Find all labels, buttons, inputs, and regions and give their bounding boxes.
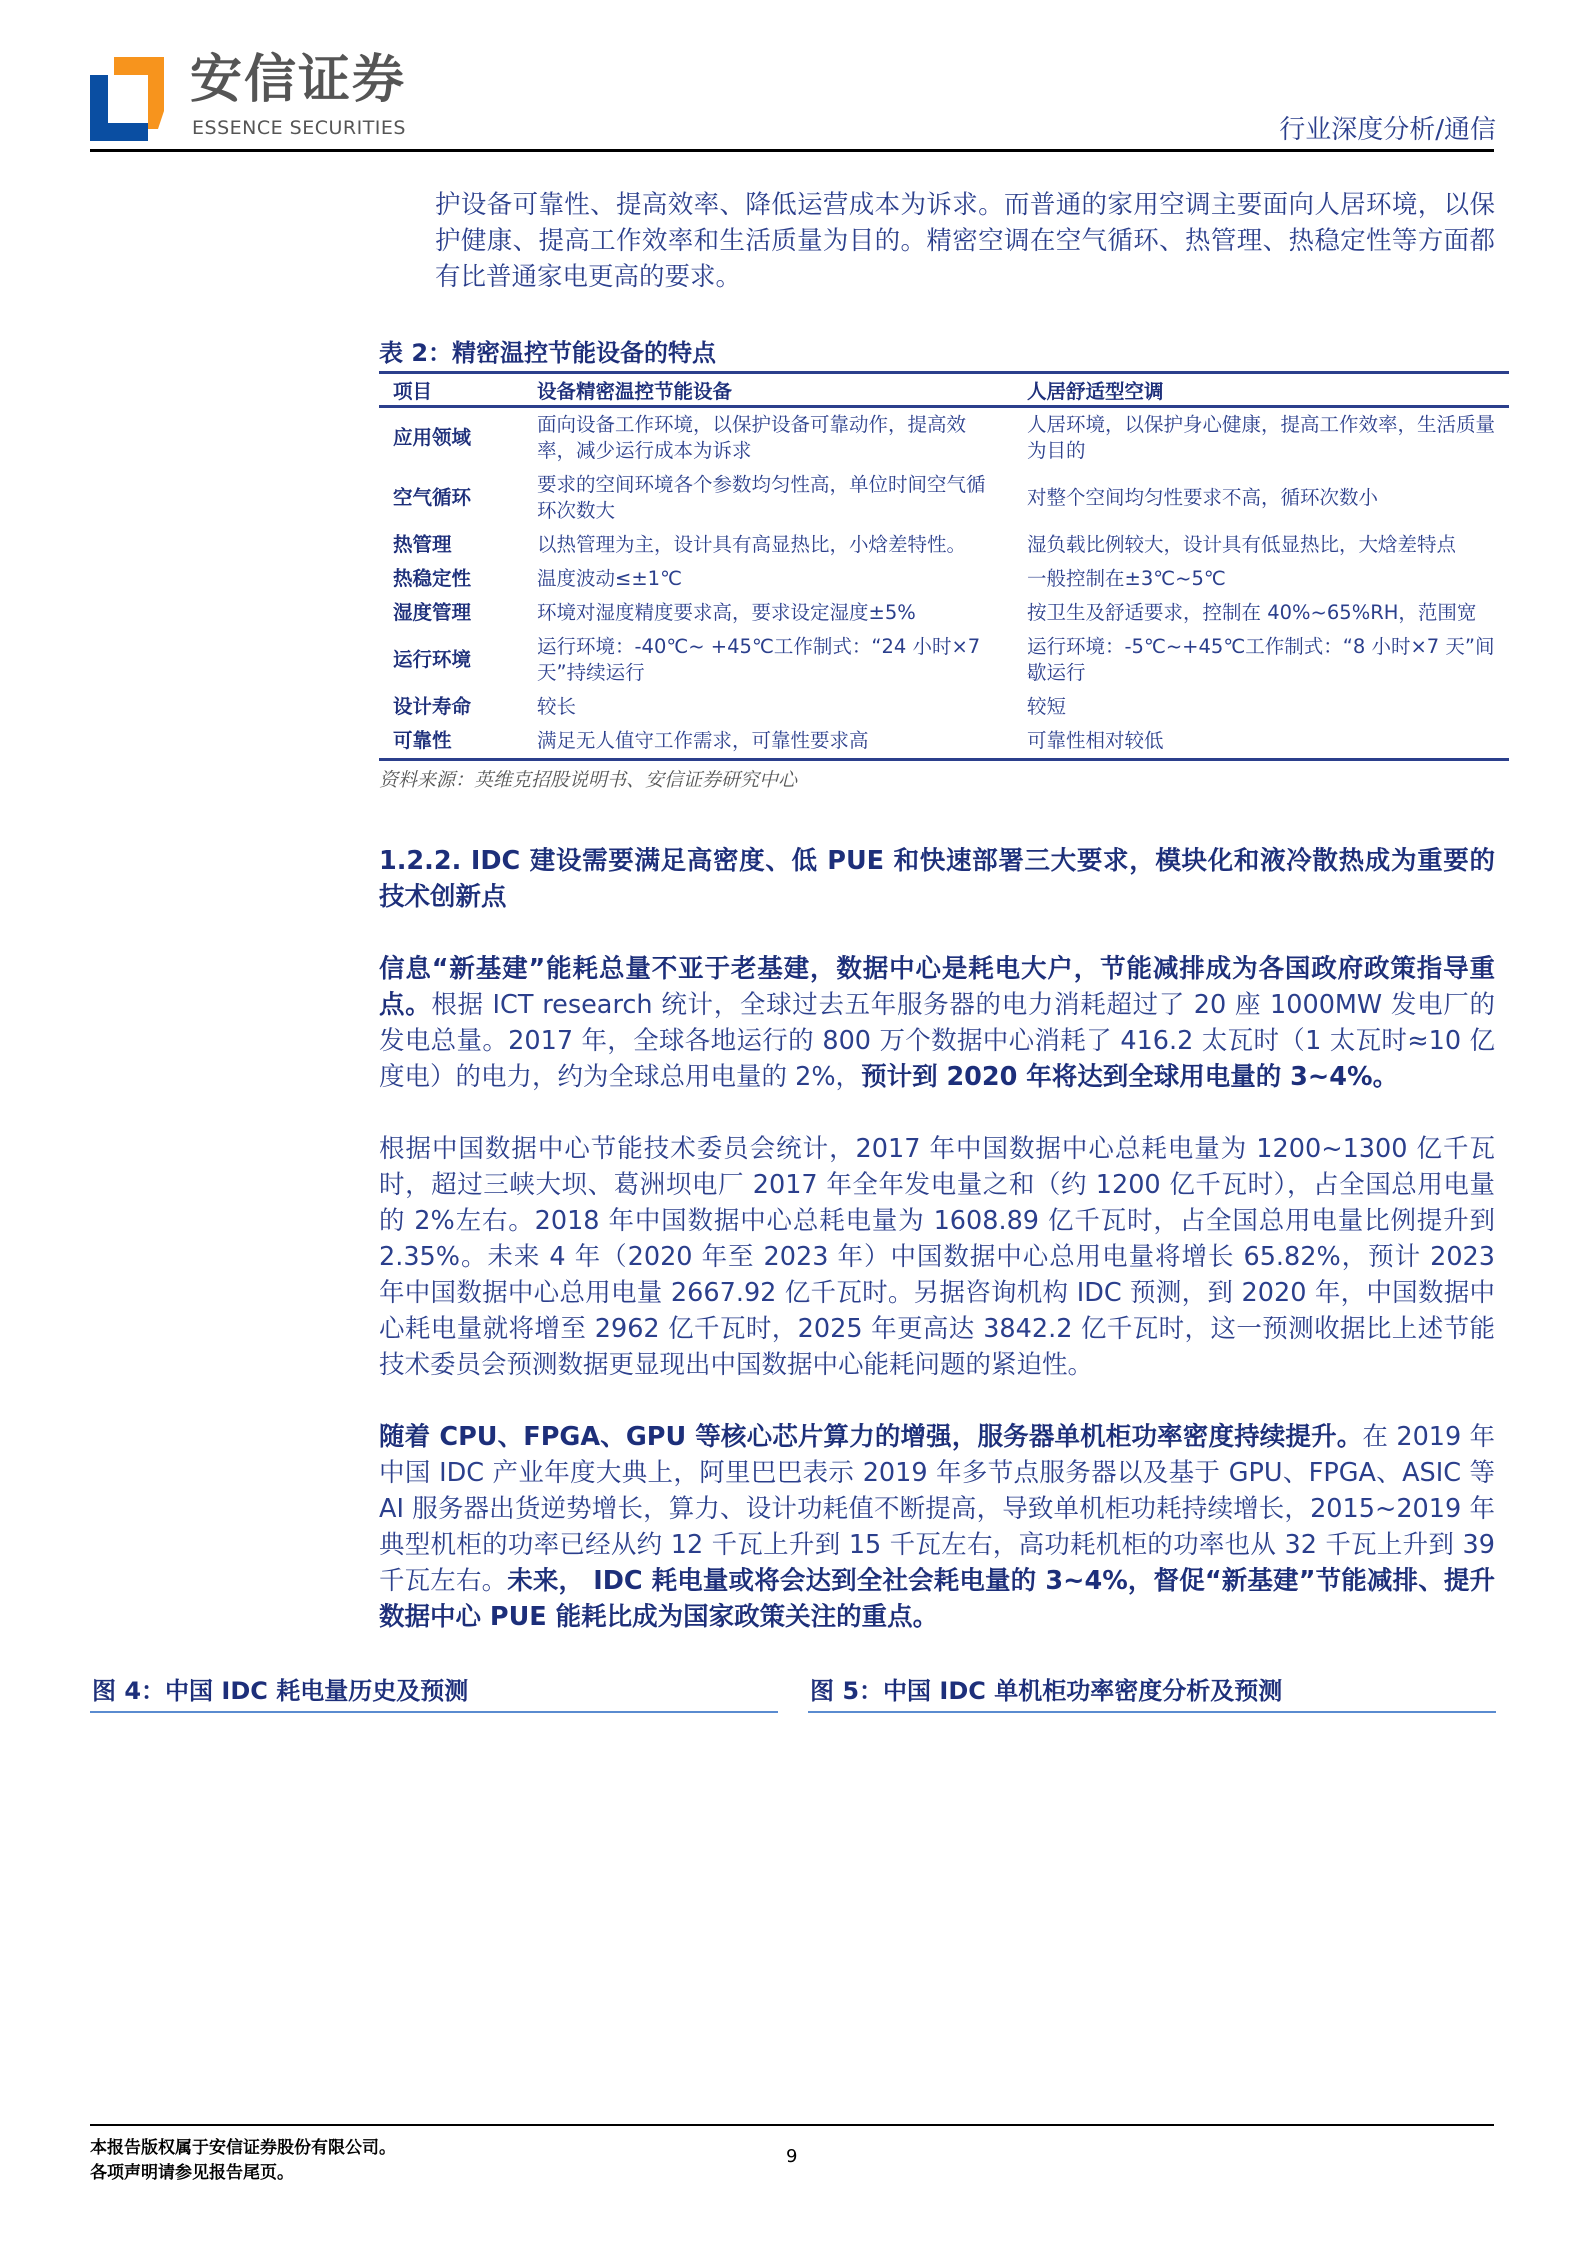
section-heading: 1.2.2. IDC 建设需要满足高密度、低 PUE 和快速部署三大要求，模块化和液冷散热成为重要的技术创新点 <box>379 846 1495 912</box>
table-cell: 面向设备工作环境，以保护设备可靠动作，提高效率，减少运行成本为诉求 <box>537 413 967 462</box>
table-cell: 热稳定性 <box>393 567 472 590</box>
table-cell: 满足无人值守工作需求，可靠性要求高 <box>523 724 1013 760</box>
bold-lead: 信息“新基建”能耗总量不亚于老基建，数据中心是耗电大户，节能减排成为各国政府政策指导重点。 <box>379 954 1495 1020</box>
table-row <box>379 528 1509 562</box>
figure-titles <box>90 1675 1496 1719</box>
table-cell: 热管理 <box>393 533 452 556</box>
table-title: 表 2：精密温控节能设备的特点 <box>379 339 717 367</box>
table-row <box>379 596 1509 630</box>
table-cell: 较长 <box>537 695 577 718</box>
features-table <box>379 371 1509 761</box>
table-cell: 可靠性相对较低 <box>1013 724 1509 760</box>
bold-conclusion: 未来， IDC 耗电量或将会达到全社会耗电量的 3~4%，督促“新基建”节能减排、提升数据中心 PUE 能耗比成为国家政策关注的重点。 <box>379 1566 1495 1632</box>
footer-copyright: 本报告版权属于安信证券股份有限公司。 <box>90 2138 396 2158</box>
table-row <box>379 407 1509 469</box>
footer-divider <box>90 2124 1494 2126</box>
table-row <box>379 468 1509 528</box>
report-category: 行业深度分析/通信 <box>1279 115 1496 145</box>
table-cell: 可靠性 <box>379 724 523 760</box>
table-row <box>379 724 1509 760</box>
footer-disclaimer: 各项声明请参见报告尾页。 <box>90 2163 294 2183</box>
table-row <box>379 690 1509 724</box>
figure-4-title: 图 4：中国 IDC 耗电量历史及预测 <box>92 1677 469 1705</box>
table-cell: 以热管理为主，设计具有高显热比，小焓差特性。 <box>537 533 967 556</box>
table-cell: 对整个空间均匀性要求不高，循环次数小 <box>1027 486 1379 509</box>
table-source: 资料来源：英维克招股说明书、安信证券研究中心 <box>379 769 798 791</box>
table-cell: 按卫生及舒适要求，控制在 40%~65%RH，范围宽 <box>1027 601 1477 624</box>
table-cell: 应用领域 <box>393 426 472 449</box>
table-cell: 一般控制在±3℃~5℃ <box>1027 567 1226 590</box>
table-cell: 运行环境：-40℃~ +45℃工作制式：“24 小时×7 天”持续运行 <box>537 635 981 684</box>
logo-text-en: ESSENCE SECURITIES <box>192 117 406 139</box>
table-cell: 运行环境 <box>393 648 472 671</box>
bold-conclusion: 预计到 2020 年将达到全球用电量的 3~4%。 <box>861 1062 1399 1092</box>
figure-5-title: 图 5：中国 IDC 单机柜功率密度分析及预测 <box>810 1677 1283 1705</box>
paragraph-china-idc: 根据中国数据中心节能技术委员会统计，2017 年中国数据中心总耗电量为 1200~1300 亿千瓦时，超过三峡大坝、葛洲坝电厂 2017 年全年发电量之和（约 1200 亿千瓦时），占全国总用电量的 2%左右。2018 年中国数据中心总耗电量为 1608.89 亿千瓦时，占全国总用电量比例提升到 2.35%。未来 4 年（2020 年至 2023 年）中国数据中心总用电量将增长 65.82%，预计 2023 年中国数据中心总用电量 2667.92 亿千瓦时。另据咨询机构 IDC 预测，到 2020 年，中国数据中心耗电量就将增至 2962 亿千瓦时，2025 年更高达 3842.2 亿千瓦时，这一预测收据比上述节能技术委员会预测数据更显现出中国数据中心能耗问题的紧迫性。 <box>379 1134 1495 1380</box>
table-cell: 要求的空间环境各个参数均匀性高，单位时间空气循环次数大 <box>537 473 986 522</box>
table-cell: 运行环境：-5℃~+45℃工作制式：“8 小时×7 天”间歇运行 <box>1027 635 1495 684</box>
header-divider <box>90 149 1494 152</box>
logo-mark-icon <box>90 57 164 141</box>
table-header: 人居舒适型空调 <box>1013 373 1509 407</box>
table-cell: 较短 <box>1027 695 1067 718</box>
table-cell: 人居环境，以保护身心健康，提高工作效率，生活质量为目的 <box>1027 413 1496 462</box>
table-row <box>379 562 1509 596</box>
table-row <box>379 630 1509 690</box>
table-cell: 环境对湿度精度要求高，要求设定湿度±5% <box>537 601 916 624</box>
table-header: 设备精密温控节能设备 <box>523 373 1013 407</box>
table-header-row <box>379 373 1509 407</box>
figure-5-underline <box>808 1711 1496 1713</box>
body-text: 在 2019 年中国 IDC 产业年度大典上，阿里巴巴表示 2019 年多节点服务器以及基于 GPU、FPGA、ASIC 等 AI 服务器出货逆势增长，算力、设计功耗值不断提高，导致单机柜功耗持续增长，2015~2019 年典型机柜的功率已经从约 12 千瓦上升到 15 千瓦左右，高功耗机柜的功率也从 32 千瓦上升到 39 千瓦左右。 <box>379 1422 1496 1596</box>
intro-paragraph: 护设备可靠性、提高效率、降低运营成本为诉求。而普通的家用空调主要面向人居环境，以保护健康、提高工作效率和生活质量为目的。精密空调在空气循环、热管理、热稳定性等方面都有比普通家电更高的要求。 <box>435 190 1495 292</box>
table-cell: 温度波动≤±1℃ <box>537 567 682 590</box>
table-cell: 湿负载比例较大，设计具有低显热比，大焓差特点 <box>1027 533 1457 556</box>
table-cell: 湿度管理 <box>393 601 472 624</box>
body-text: 根据 ICT research 统计，全球过去五年服务器的电力消耗超过了 20 座 1000MW 发电厂的发电总量。2017 年，全球各地运行的 800 万个数据中心消耗了 416.2 太瓦时（1 太瓦时≈10 亿度电）的电力，约为全球总用电量的 2%， <box>379 990 1495 1092</box>
main-content <box>92 187 1496 1719</box>
figure-4-underline <box>90 1711 778 1713</box>
logo-text-cn: 安信证券 <box>190 50 407 110</box>
paragraph-energy-consumption <box>379 951 1495 1095</box>
table-cell: 设计寿命 <box>393 695 472 718</box>
table-cell: 空气循环 <box>393 486 472 509</box>
paragraph-rack-density <box>379 1419 1495 1635</box>
table-header: 项目 <box>379 373 523 407</box>
bold-lead: 随着 CPU、FPGA、GPU 等核心芯片算力的增强，服务器单机柜功率密度持续提升。 <box>379 1422 1363 1452</box>
page-number: 9 <box>786 2146 798 2167</box>
